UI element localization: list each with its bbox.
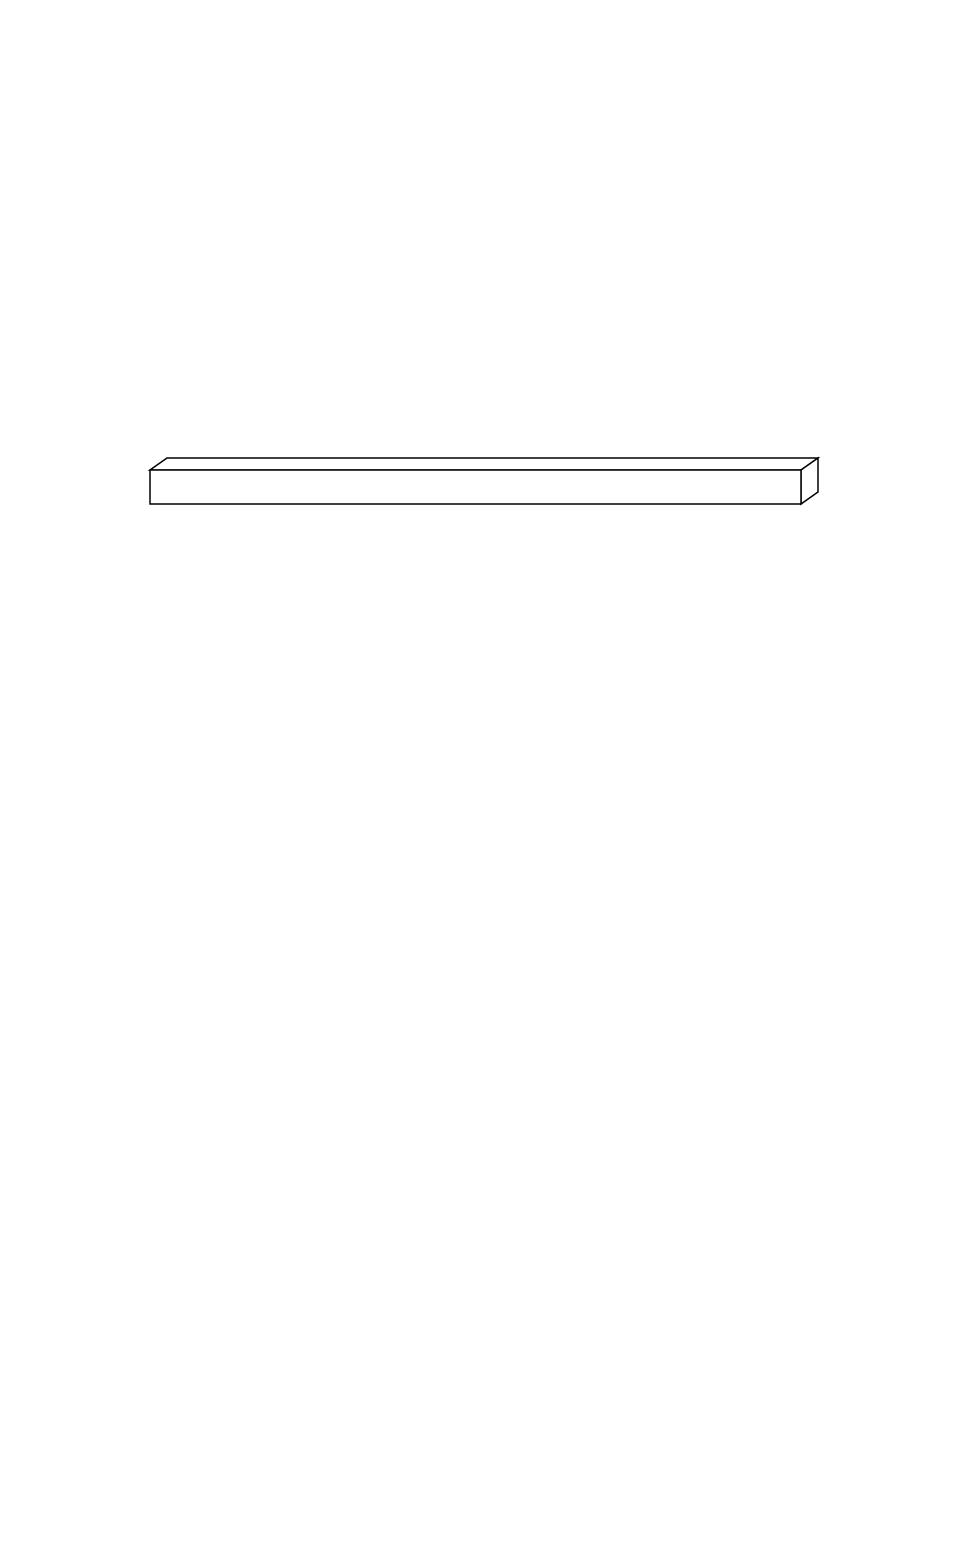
plank-figure xyxy=(145,412,820,512)
plank-drawing xyxy=(145,412,820,512)
section-heading xyxy=(5,118,27,148)
